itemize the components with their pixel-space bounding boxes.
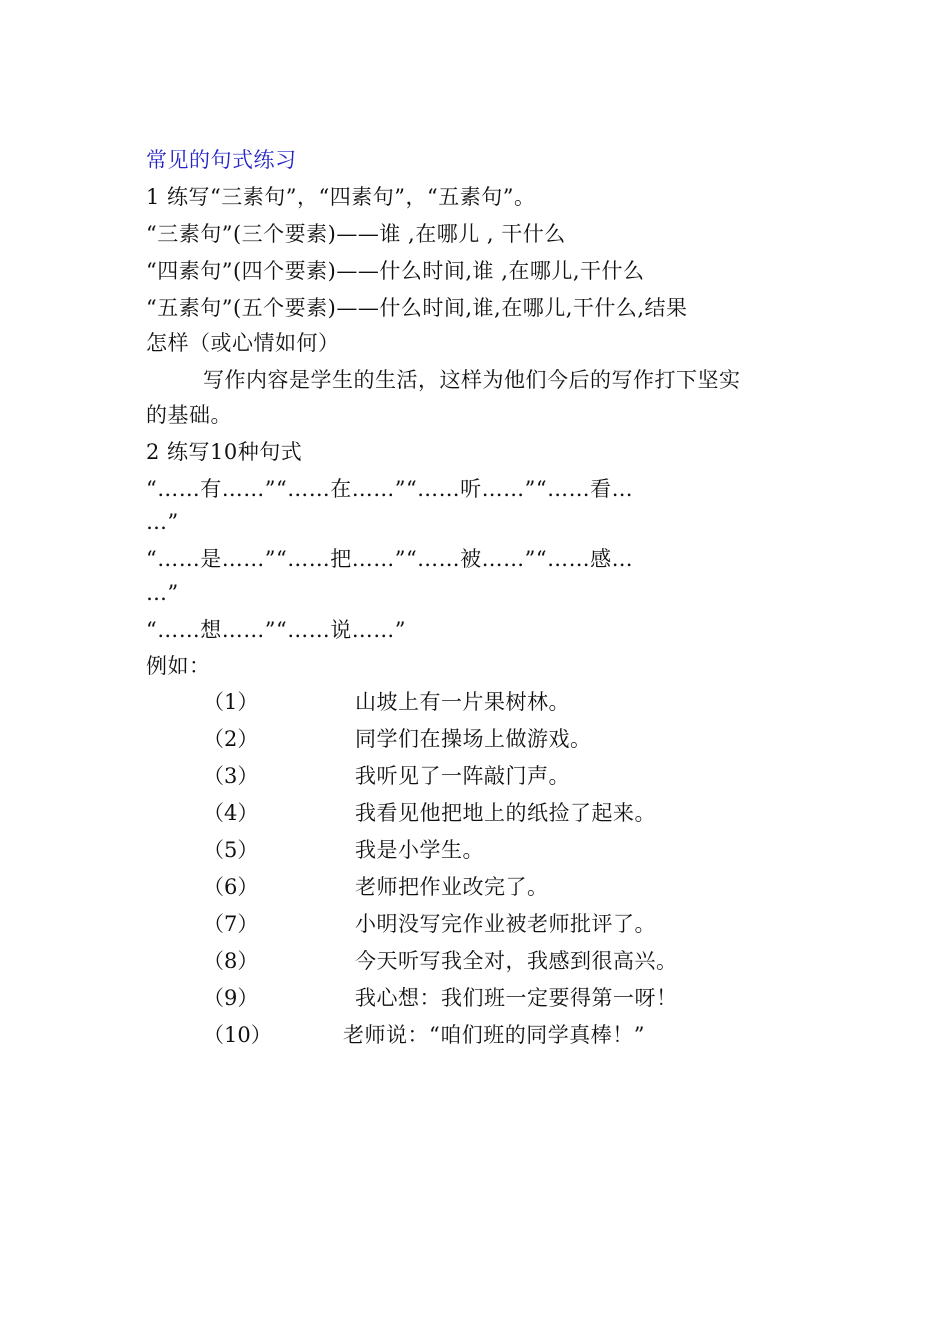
page-title: 常见的句式练习 <box>146 148 297 172</box>
example-label: 例如： <box>146 654 211 678</box>
example-text: 我是小学生。 <box>355 838 484 862</box>
example-text: 老师说：“咱们班的同学真棒！” <box>343 1023 645 1047</box>
example-text: 我看见他把地上的纸捡了起来。 <box>355 801 656 825</box>
five-element-line-cont: 怎样（或心情如何） <box>146 331 340 355</box>
pattern-line-2: “……是……”“……把……”“……被……”“……感… <box>146 547 634 571</box>
example-number: （7） <box>203 912 259 936</box>
example-number: （3） <box>203 764 259 788</box>
four-element-line: “四素句”(四个要素)——什么时间,谁 ,在哪儿,干什么 <box>146 259 645 283</box>
example-number: （6） <box>203 875 259 899</box>
example-text: 我心想：我们班一定要得第一呀！ <box>355 986 678 1010</box>
pattern-line-3: “……想……”“……说……” <box>146 618 406 642</box>
example-text: 我听见了一阵敲门声。 <box>355 764 570 788</box>
three-element-line: “三素句”(三个要素)——谁 ,在哪儿 , 干什么 <box>146 222 566 246</box>
section2-heading: 2 练写10种句式 <box>146 440 303 464</box>
example-number: （4） <box>203 801 259 825</box>
example-text: 同学们在操场上做游戏。 <box>355 727 592 751</box>
example-text: 今天听写我全对，我感到很高兴。 <box>355 949 678 973</box>
pattern-line-1: “……有……”“……在……”“……听……”“……看… <box>146 477 634 501</box>
example-number: （10） <box>203 1023 272 1047</box>
paragraph-line-1: 写作内容是学生的生活，这样为他们今后的写作打下坚实 <box>203 368 741 392</box>
example-text: 山坡上有一片果树林。 <box>355 690 570 714</box>
section1-heading: 1 练写“三素句”，“四素句”，“五素句”。 <box>146 185 536 209</box>
example-number: （5） <box>203 838 259 862</box>
example-number: （1） <box>203 690 259 714</box>
five-element-line: “五素句”(五个要素)——什么时间,谁,在哪儿,干什么,结果 <box>146 296 688 320</box>
example-number: （9） <box>203 986 259 1010</box>
example-text: 小明没写完作业被老师批评了。 <box>355 912 656 936</box>
example-number: （2） <box>203 727 259 751</box>
paragraph-line-2: 的基础。 <box>146 403 232 427</box>
pattern-line-2-cont: …” <box>146 581 179 605</box>
pattern-line-1-cont: …” <box>146 510 179 534</box>
example-text: 老师把作业改完了。 <box>355 875 549 899</box>
example-number: （8） <box>203 949 259 973</box>
